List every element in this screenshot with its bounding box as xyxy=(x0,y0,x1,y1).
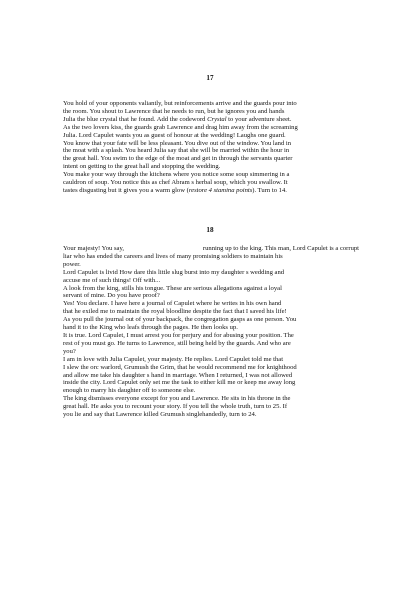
section-18-line: rest of you must go. He turns to Lawrence, still being held by the guards. And who are xyxy=(63,339,291,347)
section-18-line: that he exiled me to maintain the royal bloodline despite the fact that I saved his life! xyxy=(63,308,287,316)
section-18-line: inside the city. Lord Capulet only set me the task to either kill me or keep me away long xyxy=(63,379,296,387)
codeword-crystal: Crystal xyxy=(207,115,227,123)
section-number-17: 17 xyxy=(206,74,214,82)
section-number-18: 18 xyxy=(206,226,214,234)
section-17-line: You hold of your opponents valiantly, but reinforcements arrive and the guards pour into xyxy=(63,100,297,107)
section-18-line: It is true. Lord Capulet, I must arrest you for perjury and for abusing your position. The xyxy=(63,331,294,339)
section-17-line: the room. You shout to Lawrence that he needs to run, but he ignores you and hands xyxy=(63,107,285,115)
section-18-line: A look from the king, stills his tongue. These are serious allegations against a loyal xyxy=(63,284,282,292)
section-18-line: liar who has ended the careers and lives of many promising soldiers to maintain his xyxy=(63,252,283,260)
section-17-line: intent on getting to the great hall and stopping the wedding. xyxy=(63,163,221,171)
section-17-line: Julia. Lord Capulet wants you as guest of honour at the wedding! Laughs one guard. xyxy=(63,131,286,139)
section-18-line: you? xyxy=(63,347,76,355)
section-18-line: I am in love with Julia Capulet, your majesty. He replies. Lord Capulet told me that xyxy=(63,355,284,363)
section-18-line: hand it to the King who leafs through the pages. He then looks up. xyxy=(63,324,238,332)
section-17-line: As the two lovers kiss, the guards grab Lawrence and drag him away from the screaming xyxy=(63,123,298,131)
section-18-line: and allow me take his daughter s hand in marriage. When I returned, I was not allowed xyxy=(63,371,293,379)
section-18-line: servant of mine. Do you have proof? xyxy=(63,292,160,300)
section-18-line: Lord Capulet is livid How dare this little slug burst into my daughter s wedding and xyxy=(63,268,285,276)
section-17-line: You know that your fate will be less pleasant. You dive out of the window. You land in xyxy=(63,139,292,147)
section-18-line: you lie and say that Lawrence killed Grumush singlehandedly, turn to 24. xyxy=(63,411,257,419)
section-17-paragraph xyxy=(63,100,359,195)
section-18-line: Your majesty! You say, running up to the king. This man, Lord Capulet is a corrupt xyxy=(63,245,359,252)
section-18-line: accuse me of such things! Off with... xyxy=(63,276,161,284)
section-18-line: power. xyxy=(63,260,81,268)
section-18-line: enough to marry his daughter off to someone else. xyxy=(63,387,196,395)
section-18-line: I slew the orc warlord, Grumush the Grim, that he would recommend me for knighthood xyxy=(63,363,297,371)
section-18-line: Yes! You declare. I have here a journal of Capulet where he writes in his own hand xyxy=(63,300,282,308)
stamina-restore-note: restore 4 stamina points xyxy=(188,186,253,194)
section-17-line: the moat with a splash. You heard Julia say that she will be married within the hour in xyxy=(63,147,290,155)
section-17-line: cauldron of soup. You notice this as chef Abram s herbal soup, which you swallow. It xyxy=(63,179,288,187)
section-18-line: As you pull the journal out of your backpack, the congregation gasps as one person. You xyxy=(63,316,297,324)
section-18-line: great hall. He asks you to recount your story. If you tell the whole truth, turn to 25. If xyxy=(63,403,288,411)
section-18-line: The king dismisses everyone except for you and Lawrence. He sits in his throne in the xyxy=(63,395,291,403)
section-17-line: tastes disgusting but it gives you a warm glow (restore 4 stamina points). Turn to 14. xyxy=(63,186,287,194)
section-18-paragraph xyxy=(63,245,359,419)
section-17-line: the great hall. You swim to the edge of the moat and get in through the servants quarter xyxy=(63,155,293,163)
section-17-line: You make your way through the kitchens where you notice some soup simmering in a xyxy=(63,171,290,179)
section-17-line: Julia the blue crystal that he found. Add the codeword Crystal to your adventure sheet. xyxy=(63,115,292,123)
